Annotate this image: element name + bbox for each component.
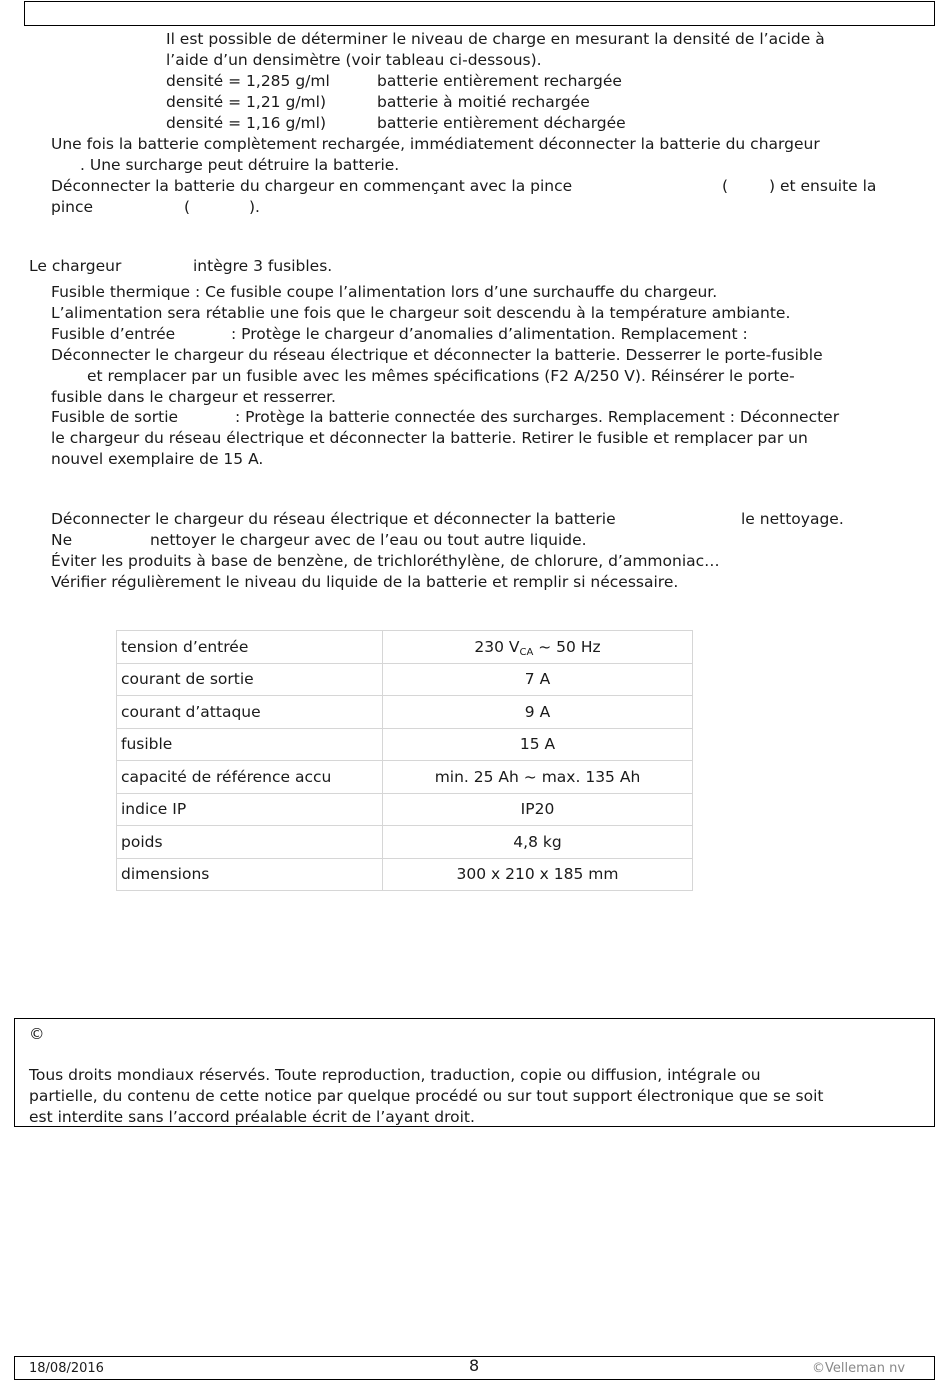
thermal-fuse-line: Fusible thermique : Ce fusible coupe l’alimentation lors d’une surchauffe du chargeur. [51, 283, 718, 301]
maintenance-line-4: Vérifier régulièrement le niveau du liquide de la batterie et remplir si nécessaire. [51, 573, 679, 591]
maintenance-line-3: Éviter les produits à base de benzène, de trichloréthylène, de chlorure, d’ammoniac… [51, 552, 720, 570]
spec-label: courant d’attaque [117, 696, 383, 729]
spec-label: indice IP [117, 793, 383, 826]
density-state: batterie à moitié rechargée [377, 93, 590, 111]
input-fuse-line: et remplacer par un fusible avec les mêmes spécifications (F2 A/250 V). Réinsérer le porte- [87, 367, 795, 385]
maintenance-line-2b: nettoyer le chargeur avec de l’eau ou tout autre liquide. [150, 531, 587, 549]
spec-label: tension d’entrée [117, 631, 383, 664]
fuses-intro-b: intègre 3 fusibles. [193, 257, 333, 275]
maintenance-line-1b: le nettoyage. [741, 510, 844, 528]
spec-label: poids [117, 826, 383, 859]
output-fuse-line: nouvel exemplaire de 15 A. [51, 450, 264, 468]
copyright-symbol: © [29, 1025, 45, 1043]
specs-table [116, 630, 693, 891]
spec-label: courant de sortie [117, 663, 383, 696]
input-fuse-desc: : Protège le chargeur d’anomalies d’alimentation. Remplacement : [231, 325, 748, 343]
copyright-line-2: partielle, du contenu de cette notice par quelque procédé ou sur tout support électronique que se soit [29, 1087, 824, 1105]
disconnect-line-1a: Déconnecter la batterie du chargeur en commençant avec la pince [51, 177, 573, 195]
density-value: densité = 1,16 g/ml) [166, 114, 326, 132]
spec-value: 15 A [383, 728, 693, 761]
spec-label: dimensions [117, 858, 383, 891]
disconnect-line-2c: ). [249, 198, 260, 216]
footer-date: 18/08/2016 [29, 1361, 104, 1376]
density-value: densité = 1,285 g/ml [166, 72, 330, 90]
thermal-fuse-line: L’alimentation sera rétablie une fois que le chargeur soit descendu à la température ambiante. [51, 304, 791, 322]
density-value: densité = 1,21 g/ml) [166, 93, 326, 111]
output-fuse-desc: : Protège la batterie connectée des surcharges. Remplacement : Déconnecter [235, 408, 840, 426]
spec-label: capacité de référence accu [117, 761, 383, 794]
disconnect-line-1c: ) et ensuite la [769, 177, 877, 195]
table-row [117, 696, 693, 729]
input-fuse-line: fusible dans le chargeur et resserrer. [51, 388, 336, 406]
footer-copyright: ©Velleman nv [812, 1361, 906, 1376]
density-state: batterie entièrement déchargée [377, 114, 626, 132]
spec-value: IP20 [383, 793, 693, 826]
output-fuse-label: Fusible de sortie [51, 408, 179, 426]
spec-value: min. 25 Ah ~ max. 135 Ah [383, 761, 693, 794]
spec-label: fusible [117, 728, 383, 761]
table-row [117, 728, 693, 761]
copyright-line-3: est interdite sans l’accord préalable écrit de l’ayant droit. [29, 1108, 475, 1126]
spec-value: 9 A [383, 696, 693, 729]
copyright-line-1: Tous droits mondiaux réservés. Toute reproduction, traduction, copie ou diffusion, intégrale ou [29, 1066, 761, 1084]
table-row [117, 761, 693, 794]
input-fuse-line: Déconnecter le chargeur du réseau électrique et déconnecter la batterie. Desserrer le porte-fusible [51, 346, 823, 364]
input-fuse-label: Fusible d’entrée [51, 325, 176, 343]
spec-value: 7 A [383, 663, 693, 696]
maintenance-line-1a: Déconnecter le chargeur du réseau électrique et déconnecter la batterie [51, 510, 616, 528]
disconnect-line-2a: pince [51, 198, 94, 216]
disconnect-line-1b: ( [722, 177, 729, 195]
table-row [117, 793, 693, 826]
charge-full-line-2: . Une surcharge peut détruire la batterie. [80, 156, 400, 174]
spec-value [383, 631, 693, 664]
spec-value: 4,8 kg [383, 826, 693, 859]
table-row [117, 663, 693, 696]
density-state: batterie entièrement rechargée [377, 72, 622, 90]
disconnect-line-2b: ( [184, 198, 191, 216]
header-box [24, 1, 935, 26]
page-number: 8 [469, 1356, 480, 1375]
table-row [117, 858, 693, 891]
maintenance-line-2a: Ne [51, 531, 73, 549]
output-fuse-line: le chargeur du réseau électrique et déconnecter la batterie. Retirer le fusible et remplacer par un [51, 429, 808, 447]
spec-value: 300 x 210 x 185 mm [383, 858, 693, 891]
spec-value-sub: CA [519, 646, 534, 658]
table-row [117, 826, 693, 859]
charge-full-line-1: Une fois la batterie complètement rechargée, immédiatement déconnecter la batterie du chargeur [51, 135, 820, 153]
charge-intro-line-2: l’aide d’un densimètre (voir tableau ci-dessous). [166, 51, 542, 69]
fuses-intro-a: Le chargeur [29, 257, 122, 275]
spec-value-main: 230 V [474, 637, 520, 656]
table-row [117, 631, 693, 664]
charge-intro-line-1: Il est possible de déterminer le niveau de charge en mesurant la densité de l’acide à [166, 30, 825, 48]
spec-value-suffix: ~ 50 Hz [533, 637, 601, 656]
